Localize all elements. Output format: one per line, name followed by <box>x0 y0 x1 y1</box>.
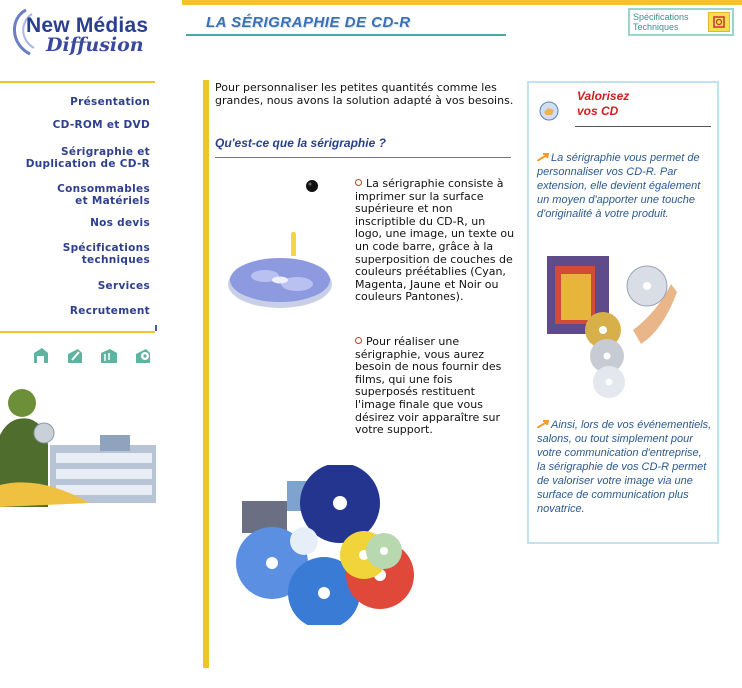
serigraphie-films-paragraph: Pour réaliser une sérigraphie, vous aurez besoin de nous fournir des films, qui une fois superposés restituent l'image finale que vous désirez voir apparaître sur votre support. <box>355 335 502 437</box>
nav-item-specifications[interactable]: Spécifications techniques <box>62 242 150 266</box>
spec-document-icon <box>708 12 730 32</box>
nav-item-services[interactable]: Services <box>97 280 150 292</box>
brand-logo[interactable] <box>8 4 158 62</box>
spec-button-line1: Spécifications <box>633 12 689 22</box>
page-title <box>186 12 516 42</box>
nav-item-cdrom-dvd[interactable]: CD-ROM et DVD <box>52 119 150 131</box>
logo-text-line1: New Médias <box>26 14 149 37</box>
ink-drop-icon <box>305 178 319 192</box>
content-separator-bar <box>203 80 209 668</box>
spec-button-line2: Techniques <box>633 22 679 32</box>
bullet-icon <box>355 337 362 344</box>
nav-icon-row <box>30 345 160 373</box>
contact-icon[interactable] <box>132 345 154 367</box>
nav-item-presentation[interactable]: Présentation <box>70 96 150 108</box>
nav-item-consommables[interactable]: Consommables et Matériels <box>57 183 150 207</box>
nav-item-recrutement[interactable]: Recrutement <box>69 305 150 317</box>
valorisez-paragraph-2: Ainsi, lors de vos événementiels, salons, ou tout simplement pour votre communication d'entreprise, la sérigraphie de vos CD-R permet de valoriser votre image via une surface de communication plus novatrice. <box>537 419 712 515</box>
bullet-icon <box>355 179 362 186</box>
book-icon[interactable] <box>98 345 120 367</box>
hand-point-icon <box>539 101 559 121</box>
nav-item-devis[interactable]: Nos devis <box>90 217 150 229</box>
nav-bottom-tick <box>155 325 157 331</box>
nav-bottom-rule <box>0 331 155 333</box>
section-heading: Qu'est-ce que la sérigraphie ? <box>215 136 386 150</box>
spec-techniques-button[interactable] <box>628 8 734 36</box>
page-title-underline <box>186 34 506 36</box>
arrow-icon <box>537 151 549 159</box>
printed-disc-illustration <box>225 232 335 312</box>
nav-item-serigraphie[interactable]: Sérigraphie et Duplication de CD-R <box>25 146 150 170</box>
arrow-icon <box>537 418 549 426</box>
logo-text-line2: Diffusion <box>46 34 144 56</box>
edit-icon[interactable] <box>64 345 86 367</box>
home-icon[interactable] <box>30 345 52 367</box>
page-title-text: LA SÉRIGRAPHIE DE CD-R <box>206 14 411 31</box>
valorisez-title-rule <box>575 126 711 127</box>
hand-holding-cds-illustration <box>537 252 677 402</box>
technician-building-illustration <box>0 375 156 507</box>
valorisez-title: Valorisez vos CD <box>577 89 630 118</box>
header-top-rule <box>182 0 742 5</box>
cd-pile-illustration <box>232 465 417 625</box>
serigraphie-definition-paragraph: La sérigraphie consiste à imprimer sur la surface supérieure et non inscriptible du CD-R, un logo, une image, un texte ou un code barre, grâce à la superposition de couches de couleurs préétablies (Cyan, Magenta, Jaune et Noir ou couleurs Pantones). <box>355 177 515 304</box>
nav-top-rule <box>0 81 155 83</box>
valorisez-paragraph-1: La sérigraphie vous permet de personnaliser vos CD-R. Par extension, elle devient également un moyen d'apporter une touche d'originalité à votre produit. <box>537 152 701 220</box>
intro-text: Pour personnaliser les petites quantités comme les grandes, nous avons la solution adapté à vos besoins. <box>215 81 514 107</box>
section-heading-rule <box>215 157 511 158</box>
